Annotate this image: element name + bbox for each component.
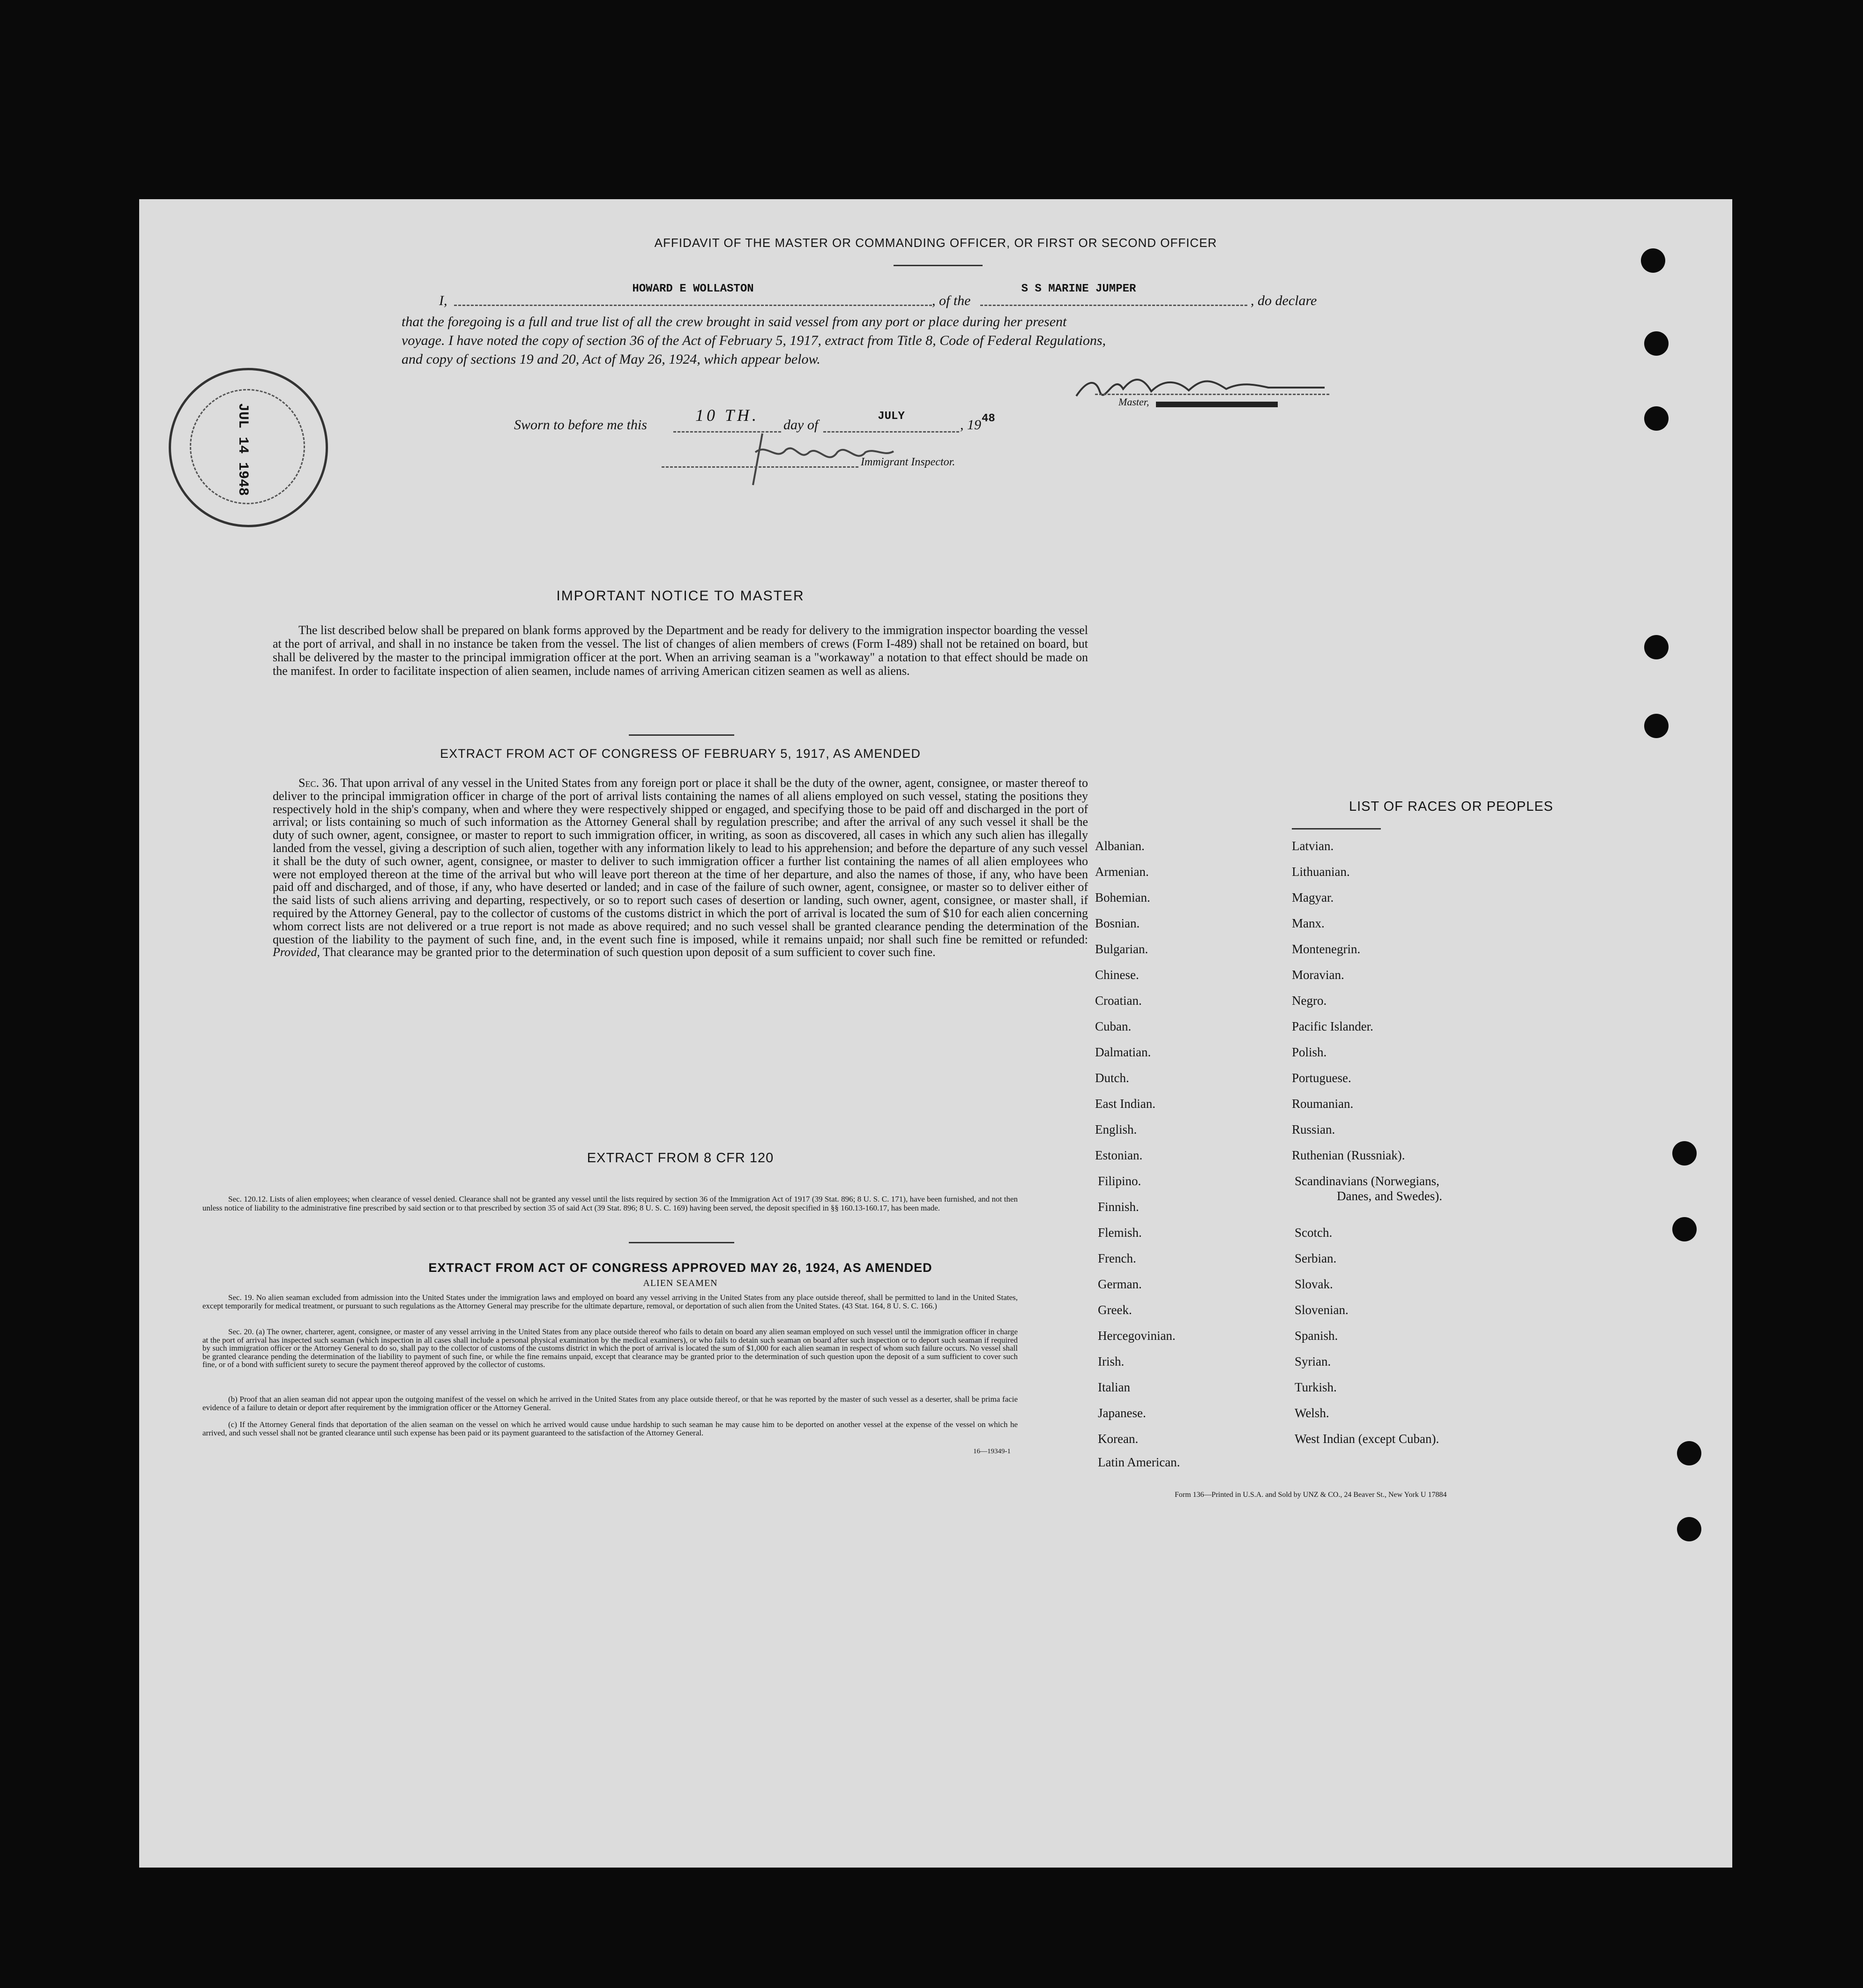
affidavit-title: AFFIDAVIT OF THE MASTER OR COMMANDING OFFICER, OR FIRST OR SECOND OFFICER — [654, 236, 1217, 250]
race-item: English. — [1095, 1122, 1137, 1136]
race-item: Chinese. — [1095, 968, 1139, 982]
race-item: Turkish. — [1295, 1380, 1337, 1394]
extract-1924-title: EXTRACT FROM ACT OF CONGRESS APPROVED MAY 26, 1924, AS AMENDED — [428, 1261, 932, 1275]
sec-20b-text: (b) Proof that an alien seaman did not appear upon the outgoing manifest of the vessel on which he arrived in the United States from any place outside thereof, or that he was reported by the master of such vessel as a deserter, shall be prima facie evidence of a failure to detain or deport after requirement by the immigration officer or the Attorney General. — [202, 1395, 1018, 1412]
cfr-divider — [629, 1242, 734, 1243]
sworn-month: JULY — [878, 410, 905, 423]
race-item: Pacific Islander. — [1292, 1019, 1373, 1033]
race-item: Dalmatian. — [1095, 1045, 1151, 1059]
notice-divider — [629, 734, 734, 736]
race-item: Dutch. — [1095, 1071, 1129, 1085]
affidavit-line-2: that the foregoing is a full and true list of all the crew brought in said vessel from any port or place during her present — [402, 314, 1067, 329]
sworn-label: Sworn to before me this — [514, 417, 647, 433]
race-item: East Indian. — [1095, 1097, 1155, 1111]
races-divider — [1292, 828, 1381, 830]
binder-hole — [1644, 714, 1669, 738]
extract-cfr-title: EXTRACT FROM 8 CFR 120 — [587, 1151, 774, 1166]
vessel-line — [980, 305, 1247, 306]
race-item: Serbian. — [1295, 1251, 1337, 1265]
race-item: Syrian. — [1295, 1354, 1331, 1368]
races-title: LIST OF RACES OR PEOPLES — [1349, 799, 1554, 814]
race-item: Estonian. — [1095, 1148, 1143, 1162]
printer-imprint: Form 136—Printed in U.S.A. and Sold by UNZ & CO., 24 Beaver St., New York U 17884 — [1175, 1491, 1447, 1499]
name-line — [454, 305, 932, 306]
race-item: Cuban. — [1095, 1019, 1132, 1033]
master-signature — [1072, 363, 1334, 405]
notice-title: IMPORTANT NOTICE TO MASTER — [556, 588, 805, 604]
document-page — [139, 199, 1732, 1868]
extract-1917-text — [273, 777, 1088, 959]
date-stamp — [169, 368, 328, 527]
race-item: Greek. — [1098, 1303, 1132, 1317]
do-declare-label: , do declare — [1251, 293, 1317, 308]
extract-1917-title: EXTRACT FROM ACT OF CONGRESS OF FEBRUARY 5, 1917, AS AMENDED — [440, 747, 921, 761]
race-item: Slovenian. — [1295, 1303, 1349, 1317]
race-item: Latvian. — [1292, 839, 1334, 853]
race-item: Croatian. — [1095, 994, 1142, 1008]
day-of-label: day of — [783, 417, 819, 433]
sworn-day: 10 TH. — [695, 406, 760, 425]
race-item: Scandinavians (Norwegians, — [1295, 1174, 1439, 1188]
race-item: Albanian. — [1095, 839, 1145, 853]
i-label: I, — [439, 293, 447, 308]
race-item: Portuguese. — [1292, 1071, 1351, 1085]
notice-text: The list described below shall be prepared on blank forms approved by the Department and be ready for delivery to the immigration inspector boarding the vessel at the port of arrival, and shall in no instance be taken from the vessel. The list of changes of alien members of crews (Form I-489) shall not be retained on board, but shall be delivered by the master to the principal immigration officer at the port. When an arriving seaman is a "workaway" a notation to that effect should be made on the manifest. In order to facilitate inspection of alien seamen, include names of arriving American citizen seamen as well as aliens. — [273, 623, 1088, 678]
affidavit-line-3: voyage. I have noted the copy of section 36 of the Act of February 5, 1917, extract from Title 8, Code of Federal Regulations, — [402, 333, 1106, 348]
race-item: Russian. — [1292, 1122, 1335, 1136]
race-item: Latin American. — [1098, 1455, 1180, 1469]
race-item: Slovak. — [1295, 1277, 1333, 1291]
race-item: Bulgarian. — [1095, 942, 1148, 956]
binder-hole — [1644, 635, 1669, 659]
vessel-name: S S MARINE JUMPER — [1021, 283, 1136, 295]
race-item: Bohemian. — [1095, 890, 1150, 904]
race-item: Bosnian. — [1095, 916, 1140, 930]
race-item: Irish. — [1098, 1354, 1125, 1368]
race-item: Ruthenian (Russniak). — [1292, 1148, 1405, 1162]
race-item: Roumanian. — [1292, 1097, 1354, 1111]
sec-20a-text: Sec. 20. (a) The owner, charterer, agent, consignee, or master of any vessel arriving in the United States from any place outside thereof who fails to detain on board any alien seaman employed on such vessel until the immigration officer in charge at the port of arrival has inspected such seaman (which inspection in all cases shall include a personal physical examination by the medical examiners), or who fails to detain such seaman on board after such inspection or to deport such seaman if required by such immigration officer or the Attorney General to do so, shall pay to the collector of customs of the customs district in which the port of arrival is located the sum of $1,000 for each alien seaman in respect of whom such failure occurs. No vessel shall be granted clearance pending the determination of the liability to payment of such fine, or while the fine remains unpaid, except that clearance may be granted prior to the determination of such question upon the deposit of a sum sufficient to cover such fine, or of a bond with sufficient surety to secure the payment thereof approved by the collector of customs. — [202, 1327, 1018, 1369]
title-divider — [894, 265, 983, 266]
race-item: West Indian (except Cuban). — [1295, 1432, 1439, 1446]
provided-label: Provided, — [273, 945, 320, 959]
sec-36-label: Sec. 36. — [298, 776, 338, 790]
race-item: Flemish. — [1098, 1226, 1142, 1240]
affidavit-line-4: and copy of sections 19 and 20, Act of May 26, 1924, which appear below. — [402, 351, 820, 367]
provided-text: That clearance may be granted prior to the determination of such question upon deposit of a sum sufficient to cover such fine. — [322, 945, 936, 959]
binder-hole — [1672, 1217, 1697, 1241]
master-label: Master, — [1118, 396, 1149, 408]
binder-hole — [1644, 331, 1669, 356]
extract-cfr-text: Sec. 120.12. Lists of alien employees; when clearance of vessel denied. Clearance shall not be granted any vessel until the lists required by section 36 of the Immigration Act of 1917 (39 Stat. 896; 8 U. S. C. 171), have been furnished, and not then unless notice of liability to the administrative fine prescribed by said section or to that prescribed by section 35 of said Act (39 Stat. 896; 8 U. S. C. 169) having been served, the deposit specified in §§ 160.13-160.17, has been made. — [202, 1195, 1018, 1212]
of-the-label: , of the — [932, 293, 971, 308]
race-item: Spanish. — [1295, 1329, 1338, 1343]
race-item: Welsh. — [1295, 1406, 1329, 1420]
race-item: Filipino. — [1098, 1174, 1141, 1188]
binder-hole — [1677, 1517, 1701, 1541]
inspector-line — [662, 466, 858, 468]
race-item: Lithuanian. — [1292, 865, 1350, 879]
binder-hole — [1644, 406, 1669, 431]
extract-1924-subtitle: ALIEN SEAMEN — [643, 1278, 718, 1288]
struck-title — [1156, 402, 1278, 407]
binder-hole — [1641, 248, 1665, 273]
race-item: Polish. — [1292, 1045, 1327, 1059]
race-item: Moravian. — [1292, 968, 1344, 982]
sec-36-body: That upon arrival of any vessel in the United States from any foreign port or place it shall be the duty of the owner, agent, consignee, or master thereof to deliver to the principal immigration officer in charge of the port of arrival lists containing the names of all aliens employed on such vessel, stating the positions they respectively hold in the ship's company, when and where they were respectively shipped or engaged, and specifying those to be paid off and discharged in the port of arrival; or lists containing so much of such information as the Attorney General shall by regulation prescribe; and after the arrival of any such vessel it shall be the duty of such owner, agent, consignee, or master to report to such immigration officer, in writing, as soon as discovered, all cases in which any such alien has illegally landed from the vessel, giving a description of such alien, together with any information likely to lead to his apprehension; and before the departure of any such vessel it shall be the duty of such owner, agent, consignee, or master to deliver to such immigration officer a further list containing the names of all alien employees who were not employed thereon at the time of the arrival but who will leave port thereon at the time of her departure, and also the names of those, if any, who have been paid off and discharged, and of those, if any, who have deserted or landed; and in case of the failure of such owner, agent, consignee, or master so to deliver either of the said lists of such aliens arriving and departing, respectively, or so to report such cases of desertion or landing, such owner, agent, consignee, or master shall, if required by the Attorney General, pay to the collector of customs of the customs district in which the port of arrival is located the sum of $10 for each alien concerning whom correct lists are not delivered or a true report is not made as above required; and no such vessel shall be granted clearance pending the determination of the question of the liability to the payment of such fine, and, in the event such fine is imposed, while it remains unpaid; nor shall such fine be remitted or refunded: — [273, 776, 1088, 946]
sec-20c-text: (c) If the Attorney General finds that deportation of the alien seaman on the vessel on which he arrived would cause undue hardship to such seaman he may cause him to be deported on another vessel at the expense of the vessel on which he arrived, and such vessel shall not be granted clearance until such expense has been paid or its payment guaranteed to the satisfaction of the Attorney General. — [202, 1420, 1018, 1437]
inspector-label: Immigrant Inspector. — [861, 456, 955, 468]
binder-hole — [1677, 1441, 1701, 1465]
master-name: HOWARD E WOLLASTON — [632, 283, 754, 295]
binder-hole — [1672, 1141, 1697, 1166]
race-item: Danes, and Swedes). — [1337, 1189, 1442, 1203]
race-item: Finnish. — [1098, 1200, 1139, 1214]
sec-19-text: Sec. 19. No alien seaman excluded from admission into the United States under the immigration laws and employed on board any vessel arriving in the United States from any place outside thereof, shall be permitted to land in the United States, except temporarily for medical treatment, or pursuant to such regulations as the Attorney General may prescribe for the ultimate departure, removal, or deportation of such alien from the United States. (43 Stat. 164, 8 U. S. C. 166.) — [202, 1293, 1018, 1310]
race-item: Manx. — [1292, 916, 1325, 930]
signature-line — [1095, 394, 1329, 395]
race-item: Italian — [1098, 1380, 1130, 1394]
race-item: Scotch. — [1295, 1226, 1333, 1240]
race-item: Negro. — [1292, 994, 1327, 1008]
form-number: 16—19349-1 — [973, 1448, 1011, 1455]
stamp-date: JUL 14 1948 — [235, 403, 251, 496]
race-item: Montenegrin. — [1292, 942, 1361, 956]
race-item: Japanese. — [1098, 1406, 1146, 1420]
race-item: French. — [1098, 1251, 1136, 1265]
year-suffix: 48 — [982, 412, 995, 425]
race-item: Korean. — [1098, 1432, 1139, 1446]
race-item: German. — [1098, 1277, 1142, 1291]
race-item: Magyar. — [1292, 890, 1334, 904]
race-item: Hercegovinian. — [1098, 1329, 1176, 1343]
year-prefix: , 19 — [960, 417, 981, 433]
race-item: Armenian. — [1095, 865, 1149, 879]
